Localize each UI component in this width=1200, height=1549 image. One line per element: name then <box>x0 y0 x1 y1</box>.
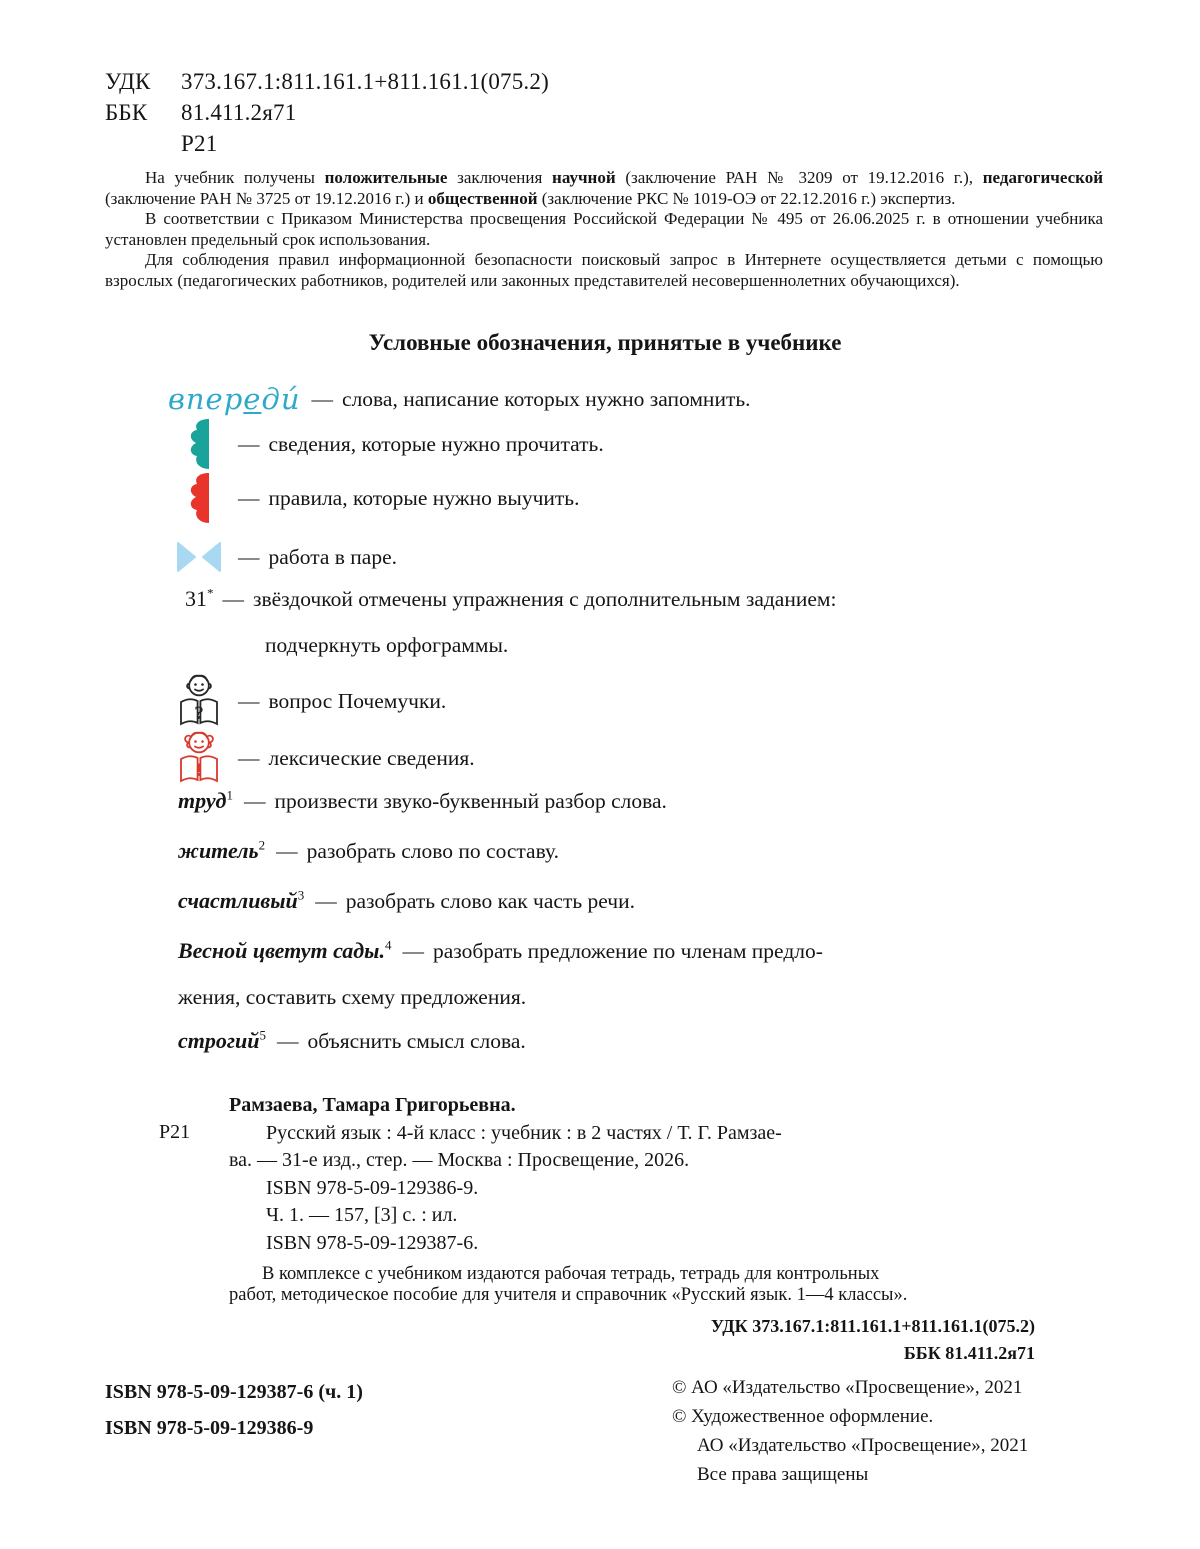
superscript-5: 5 <box>259 1027 266 1043</box>
notice-bold: педагогической <box>982 168 1104 187</box>
notice-bold: положительные <box>324 168 448 187</box>
legend-item-label-continued: подчеркнуть орфограммы. <box>265 633 509 657</box>
catalog-isbn-part: ISBN 978-5-09-129387-6. <box>266 1231 479 1254</box>
catalog-udk: УДК 373.167.1:811.161.1+811.161.1(075.2) <box>710 1316 1035 1336</box>
catalog-title-line2: ва. — 31-е изд., стер. — Москва : Просвещение, 2026. <box>229 1149 690 1171</box>
udk-label: УДК <box>105 69 151 94</box>
sample-word-text: строгий <box>178 1028 260 1053</box>
udk-line <box>105 66 549 97</box>
legend-item-sentence-analysis <box>178 938 823 1010</box>
notice-bold: научной <box>552 168 616 187</box>
sample-word-text: счастливый <box>178 888 298 913</box>
legend-dash: — <box>315 889 337 913</box>
legend-item-lexical <box>160 729 475 787</box>
legend-item-word-composition <box>178 838 559 864</box>
author-code: Р21 <box>181 131 218 156</box>
sample-word <box>178 888 304 914</box>
notice-usage-term: В соответствии с Приказом Министерства просвещения Российской Федерации № 495 от 26.06.2025 г. в отношении учебника установлен предельный срок использования. <box>105 209 1103 249</box>
legend-dash: — <box>276 839 298 863</box>
author-code-line <box>105 128 549 159</box>
exclamation-mark-glyph: ! <box>195 760 203 781</box>
expertise-notices <box>105 168 1103 291</box>
footer-copyright-block <box>672 1373 1028 1489</box>
notice-text: (заключение РАН № 3209 от 19.12.2016 г.), <box>615 168 983 187</box>
legend-item-part-of-speech <box>178 888 635 914</box>
bbk-label: ББК <box>105 100 148 125</box>
legend-dash: — <box>238 689 260 713</box>
catalog-bbk: ББК 81.411.2я71 <box>903 1343 1035 1363</box>
notice-expertise <box>105 168 1103 209</box>
superscript-3: 3 <box>297 887 305 903</box>
question-mark-glyph: ? <box>194 703 204 724</box>
copyright-line-publisher: © АО «Издательство «Просвещение», 2021 <box>672 1377 1023 1398</box>
footer-isbn-block <box>105 1374 363 1446</box>
sample-word <box>178 1028 266 1054</box>
legend-title: Условные обозначения, принятые в учебнике <box>368 330 842 355</box>
copyright-line-publisher-design: АО «Издательство «Просвещение», 2021 <box>697 1435 1029 1456</box>
legend-item-label: разобрать предложение по членам предло- <box>432 939 823 963</box>
lexical-girl-icon <box>160 729 238 787</box>
legend-dash: — <box>238 545 260 569</box>
catalog-author: Рамзаева, Тамара Григорьевна. <box>229 1094 516 1116</box>
legend-item-label: правила, которые нужно выучить. <box>268 486 580 510</box>
catalog-author-code: Р21 <box>159 1121 191 1143</box>
catalog-note-line2: работ, методическое пособие для учителя и справочник «Русский язык. 1—4 классы». <box>229 1284 908 1305</box>
sample-sentence-text: Весной цветут сады. <box>178 938 385 963</box>
legend-dash: — <box>311 387 334 411</box>
catalog-codes-right <box>229 1313 1035 1367</box>
legend-item-label: вопрос Почемучки. <box>268 689 447 713</box>
catalog-isbn-series: ISBN 978-5-09-129386-9. <box>266 1176 479 1199</box>
legend-item-sound-analysis <box>178 788 667 814</box>
legend-item-pochemuchka <box>160 672 446 730</box>
handwritten-part: ди́ <box>261 382 301 416</box>
sample-word-text: труд <box>178 788 227 813</box>
catalog-title-line1: Русский язык : 4-й класс : учебник : в 2 частях / Т. Г. Рамзае- <box>266 1121 782 1144</box>
notice-text: заключения <box>447 168 553 187</box>
red-ribbon-icon <box>160 472 238 524</box>
legend-dash: — <box>222 587 244 611</box>
sample-word <box>178 788 233 814</box>
legend-item-label: сведения, которые нужно прочитать. <box>268 432 604 456</box>
bbk-line <box>105 97 549 128</box>
superscript-1: 1 <box>226 787 233 803</box>
legend-item-label-continued: жения, составить схему предложения. <box>178 985 527 1009</box>
notice-text: На учебник получены <box>145 168 325 187</box>
legend-item-pair-work <box>160 540 397 574</box>
legend-item-label: объяснить смысл слова. <box>307 1029 526 1053</box>
asterisk-superscript: * <box>207 585 214 601</box>
legend-item-label: лексические сведения. <box>268 746 475 770</box>
pair-triangles-icon <box>160 542 238 572</box>
cataloguing-codes <box>105 66 549 159</box>
notice-text: (заключение РАН № 3725 от 19.12.2016 г.) и <box>105 188 428 208</box>
copyright-line-design: © Художественное оформление. <box>672 1406 934 1427</box>
legend-dash: — <box>238 432 260 456</box>
legend-item-starred-exercise <box>185 586 836 658</box>
handwritten-part: впер <box>168 382 244 416</box>
notice-bold: общественной <box>427 188 538 208</box>
legend-item-label: разобрать слово как часть речи. <box>345 889 635 913</box>
bbk-value: 81.411.2я71 <box>181 100 297 125</box>
legend-item-label: разобрать слово по составу. <box>306 839 559 863</box>
legend-dash: — <box>238 486 260 510</box>
catalog-note-line1: В комплексе с учебником издаются рабочая тетрадь, тетрадь для контрольных <box>262 1264 880 1284</box>
legend-item-learn-rules <box>160 472 579 524</box>
legend-dash: — <box>276 1029 299 1053</box>
sample-word <box>178 838 265 864</box>
sample-word-text: житель <box>178 838 259 863</box>
sample-sentence <box>178 938 391 963</box>
handwritten-underlined-letter: е <box>243 382 262 416</box>
legend-item-memorize <box>168 376 751 422</box>
catalog-card <box>159 1092 1035 1367</box>
notice-internet-safety: Для соблюдения правил информационной безопасности поисковый запрос в Интернете осуществляется детьми с помощью взрослых (педагогических работников, родителей или законных представителей несовершеннолетних обучающихся). <box>105 250 1103 290</box>
exercise-number-sample <box>185 586 214 611</box>
footer-isbn-part1: ISBN 978-5-09-129387-6 (ч. 1) <box>105 1381 363 1403</box>
pochemuchka-boy-icon <box>160 672 238 730</box>
superscript-2: 2 <box>258 837 266 853</box>
legend-item-label: слова, написание которых нужно запомнить. <box>342 387 751 411</box>
starred-exercise-line1 <box>185 586 836 612</box>
legend-dash: — <box>238 746 260 770</box>
legend-dash: — <box>402 939 424 963</box>
legend-item-label: произвести звуко-буквенный разбор слова. <box>274 789 667 813</box>
udk-value: 373.167.1:811.161.1+811.161.1(075.2) <box>181 69 549 94</box>
legend-item-read-info <box>160 418 604 470</box>
legend-item-label: работа в паре. <box>268 545 398 569</box>
exercise-number: 31 <box>185 586 207 611</box>
teal-ribbon-icon <box>160 418 238 470</box>
handwritten-word-sample <box>168 382 301 416</box>
sentence-analysis-line1 <box>178 938 823 964</box>
copyright-line-rights: Все права защищены <box>697 1464 869 1485</box>
legend-item-word-meaning <box>178 1028 526 1054</box>
footer-isbn-series: ISBN 978-5-09-129386-9 <box>105 1417 314 1439</box>
catalog-part-line: Ч. 1. — 157, [3] с. : ил. <box>266 1204 458 1226</box>
legend-item-label: звёздочкой отмечены упражнения с дополнительным заданием: <box>253 587 837 611</box>
legend-dash: — <box>243 789 266 813</box>
superscript-4: 4 <box>384 937 392 953</box>
catalog-note <box>229 1264 1035 1305</box>
notice-text: (заключение РКС № 1019-ОЭ от 22.12.2016 г.) экспертиз. <box>537 188 956 208</box>
